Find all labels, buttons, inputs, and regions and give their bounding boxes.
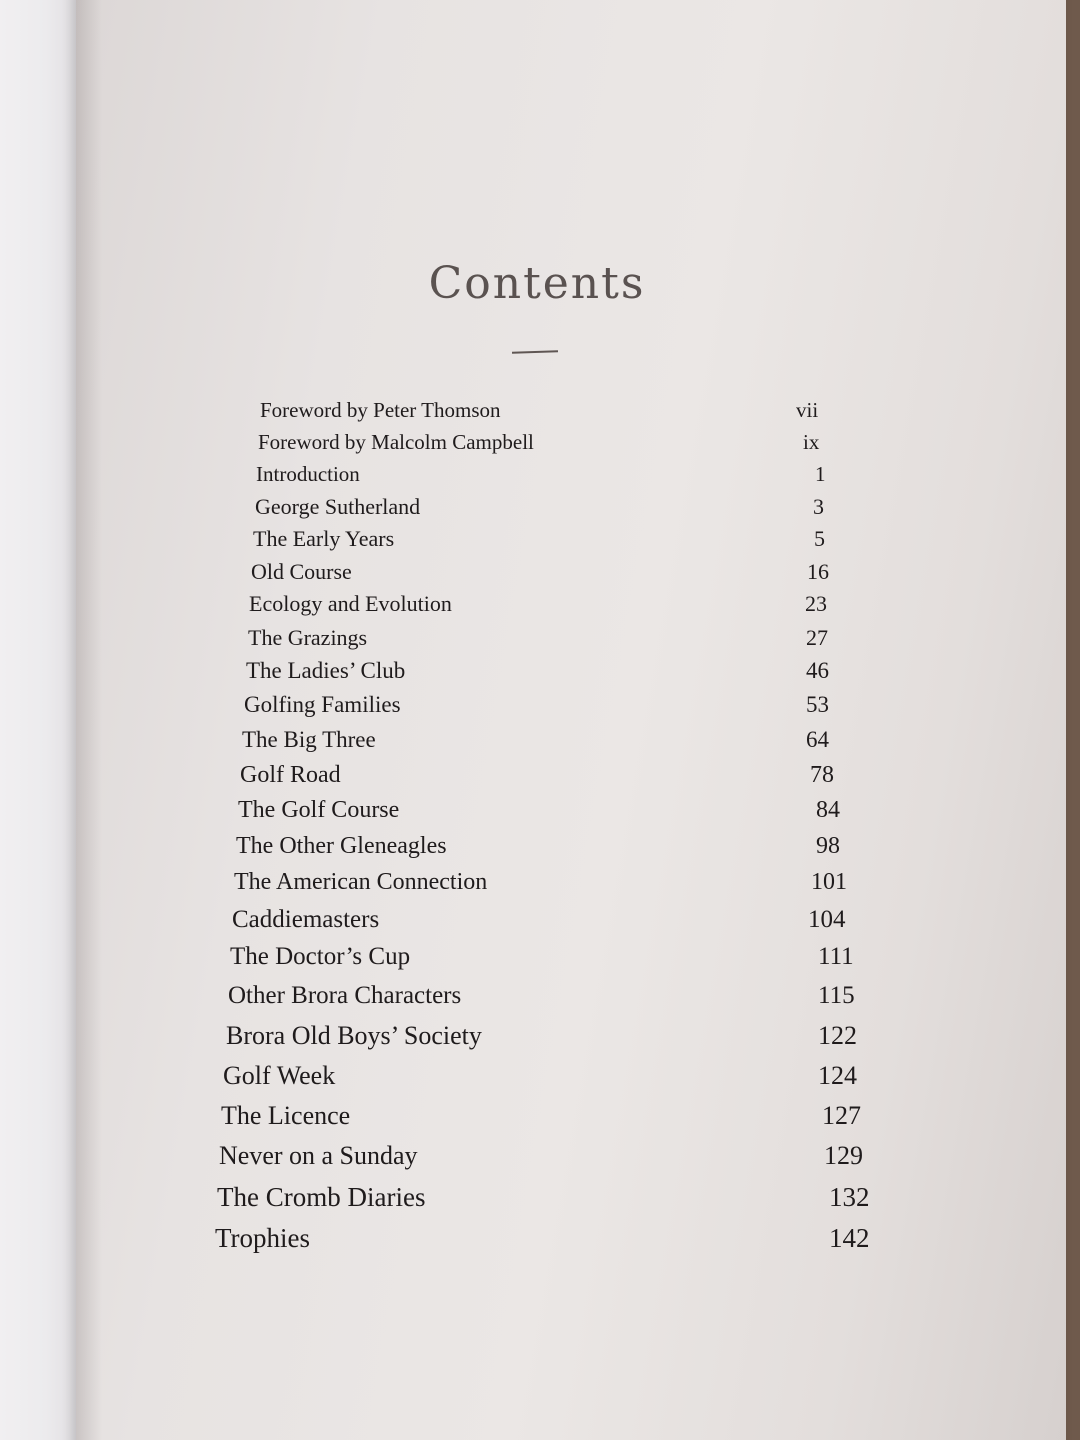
toc-entry-page: 124	[818, 1061, 857, 1090]
toc-entry-page: 23	[805, 591, 827, 616]
toc-entry-page: 132	[829, 1182, 870, 1212]
toc-entry-page: 111	[818, 943, 854, 970]
toc-entry-page: 115	[818, 982, 855, 1009]
toc-entry-page: 101	[811, 869, 847, 895]
toc-entry-title: The Licence	[221, 1101, 351, 1130]
toc-entry-page: 5	[814, 526, 825, 551]
toc-entry-page: 129	[824, 1141, 863, 1170]
toc-entry-page: 78	[810, 762, 834, 788]
toc-entry-title: Old Course	[251, 559, 352, 584]
toc-entry-title: Introduction	[256, 462, 360, 486]
toc-entry-page: 104	[808, 906, 846, 933]
toc-entry-title: The American Connection	[234, 869, 488, 895]
toc-entry-page: 122	[818, 1021, 857, 1050]
toc-entry-page: 3	[813, 494, 824, 519]
toc-entry-title: Golfing Families	[244, 692, 401, 717]
toc-entry-title: Never on a Sunday	[219, 1141, 418, 1170]
toc-entry-page: 46	[806, 658, 829, 683]
toc-entry-title: Other Brora Characters	[228, 982, 462, 1009]
toc-entry-title: The Grazings	[248, 625, 368, 650]
toc-entry-page: 127	[822, 1101, 861, 1130]
toc-entry-page: 16	[807, 559, 829, 584]
toc-entry-title: The Golf Course	[238, 797, 400, 823]
toc-entry-page: 142	[829, 1223, 870, 1253]
toc-entry-page: 84	[816, 797, 840, 823]
toc-entry-title: The Cromb Diaries	[217, 1182, 426, 1212]
toc-entry-title: The Early Years	[253, 526, 395, 551]
toc-entry-title: Brora Old Boys’ Society	[226, 1021, 482, 1050]
toc-entry-title: Caddiemasters	[232, 906, 380, 933]
toc-entry-page: 53	[806, 692, 829, 717]
toc-entry-title: Foreword by Peter Thomson	[260, 398, 501, 422]
toc-entry-page: vii	[796, 398, 819, 422]
toc-entry-page: 64	[806, 727, 829, 752]
contents-heading: Contents	[428, 258, 646, 309]
toc-entry-title: Golf Week	[223, 1061, 336, 1090]
toc-entry-title: Golf Road	[240, 762, 341, 788]
toc-entry-title: Foreword by Malcolm Campbell	[258, 430, 534, 454]
toc-entry-title: The Doctor’s Cup	[230, 943, 411, 970]
toc-entry-title: George Sutherland	[255, 494, 421, 519]
toc-entry-title: The Other Gleneagles	[236, 833, 447, 859]
toc-entry-page: ix	[803, 430, 820, 454]
toc-entry-page: 27	[806, 625, 828, 650]
toc-entry-title: Ecology and Evolution	[249, 591, 452, 616]
toc-entry-title: Trophies	[215, 1223, 311, 1253]
toc-entry-page: 98	[816, 833, 840, 859]
toc-entry-title: The Big Three	[242, 727, 376, 752]
toc-entry-title: The Ladies’ Club	[246, 658, 406, 683]
toc-entry-page: 1	[815, 462, 826, 486]
